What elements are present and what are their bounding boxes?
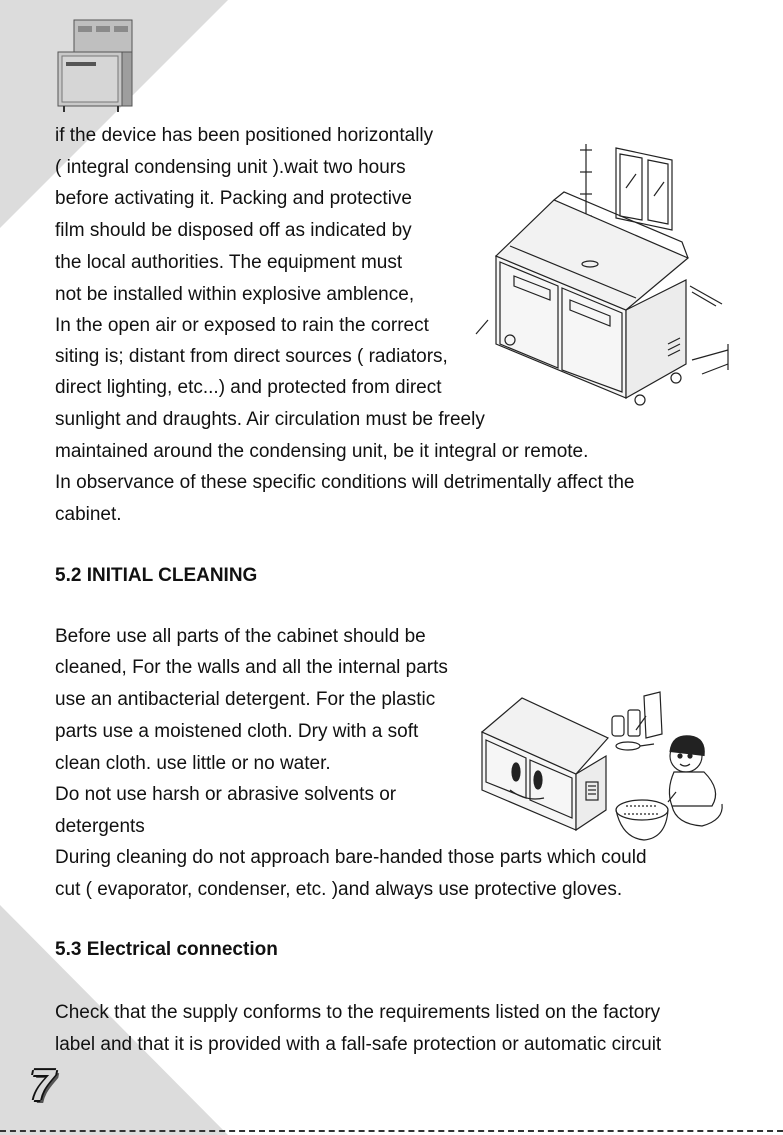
section-5-2-line-9: cut ( evaporator, condenser, etc. )and always use protective gloves. <box>55 879 623 900</box>
section-5-1-line-12: In observance of these specific conditions will detrimentally affect the <box>55 472 635 493</box>
section-5-2-line-6: Do not use harsh or abrasive solvents or <box>55 784 397 805</box>
section-5-2-line-2: cleaned, For the walls and all the internal parts <box>55 657 448 678</box>
section-5-1-line-7: In the open air or exposed to rain the correct <box>55 315 429 336</box>
section-5-1-line-4: film should be disposed off as indicated by <box>55 220 412 241</box>
cleaning-prep-table-with-woman-icon <box>476 690 728 846</box>
section-5-1-line-3: before activating it. Packing and protective <box>55 188 412 209</box>
section-5-1-line-11: maintained around the condensing unit, be it integral or remote. <box>55 441 589 462</box>
section-5-3-heading: 5.3 Electrical connection <box>55 939 278 960</box>
footer-divider <box>0 1130 783 1132</box>
section-5-2-line-8: During cleaning do not approach bare-handed those parts which could <box>55 847 647 868</box>
section-5-2-line-3: use an antibacterial detergent. For the plastic <box>55 689 436 710</box>
section-5-1-line-10: sunlight and draughts. Air circulation must be freely <box>55 409 485 430</box>
section-5-3-line-1: Check that the supply conforms to the requirements listed on the factory <box>55 1002 661 1023</box>
section-5-3-line-2: label and that it is provided with a fall-safe protection or automatic circuit <box>55 1034 662 1055</box>
section-5-2-line-4: parts use a moistened cloth. Dry with a soft <box>55 721 419 742</box>
section-5-1-line-13: cabinet. <box>55 504 122 525</box>
section-5-2-line-7: detergents <box>55 816 145 837</box>
section-5-1-line-5: the local authorities. The equipment must <box>55 252 403 273</box>
section-5-2-line-5: clean cloth. use little or no water. <box>55 753 331 774</box>
section-5-1-line-2: ( integral condensing unit ).wait two hours <box>55 157 406 178</box>
section-5-1-line-6: not be installed within explosive amblence, <box>55 284 415 305</box>
section-5-2-heading: 5.2 INITIAL CLEANING <box>55 565 258 586</box>
section-5-1-line-8: siting is; distant from direct sources ( radiators, <box>55 346 448 367</box>
section-5-1-line-1: if the device has been positioned horizontally <box>55 125 434 146</box>
page-number: 7 <box>30 1061 55 1110</box>
prep-table-installation-clearance-icon <box>470 138 732 410</box>
section-5-2-line-1: Before use all parts of the cabinet should be <box>55 626 426 647</box>
refrigerated-counter-thumbnail-icon <box>56 18 136 114</box>
section-5-1-line-9: direct lighting, etc...) and protected from direct <box>55 377 442 398</box>
